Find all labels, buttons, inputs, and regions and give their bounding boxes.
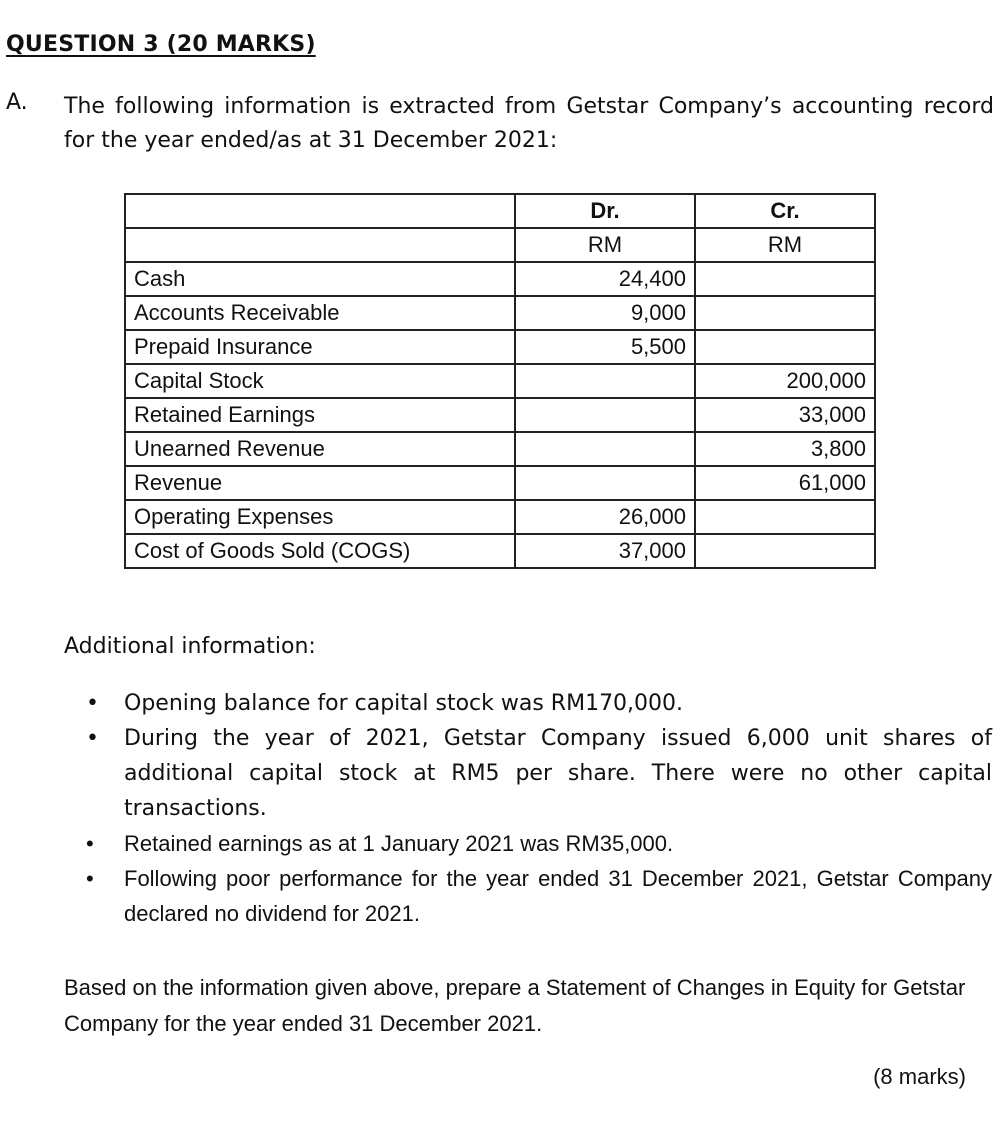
account-name: Prepaid Insurance [125,330,515,364]
bullet-icon: • [86,726,99,751]
table-row [125,466,875,500]
list-item [64,686,992,721]
account-name: Capital Stock [125,364,515,398]
intro-paragraph [64,90,994,158]
table-row [125,330,875,364]
instruction-text: Based on the information given above, prepare a Statement of Changes in Equity for Getstar Company for the year ended 31 December 2021. [64,975,966,1036]
bullet-icon: • [86,831,94,856]
intro-line-2: for the year ended/as at 31 December 2021: [64,128,558,153]
list-item [64,826,992,861]
debit-amount [515,364,695,398]
list-item-text: Retained earnings as at 1 January 2021 was RM35,000. [124,831,674,856]
credit-amount: 61,000 [695,466,875,500]
list-item [64,721,992,826]
account-name: Cash [125,262,515,296]
question-title: QUESTION 3 (20 MARKS) [6,32,316,57]
table-row [125,534,875,568]
debit-amount [515,398,695,432]
additional-info-list [64,686,992,931]
debit-amount [515,466,695,500]
debit-amount: 9,000 [515,296,695,330]
table-row [125,432,875,466]
bullet-icon: • [86,691,99,716]
list-item [64,861,992,931]
list-item-text: Opening balance for capital stock was RM170,000. [124,691,684,716]
debit-amount [515,432,695,466]
marks-label: (8 marks) [873,1064,966,1089]
unit-blank-cell [125,228,515,262]
list-item-text: Following poor performance for the year ended 31 December 2021, Getstar Company declared no dividend for 2021. [124,866,992,926]
credit-amount: 33,000 [695,398,875,432]
debit-amount: 24,400 [515,262,695,296]
table-row [125,500,875,534]
account-name: Revenue [125,466,515,500]
credit-amount [695,296,875,330]
table-row [125,398,875,432]
credit-amount [695,262,875,296]
header-blank-cell [125,194,515,228]
unit-cr: RM [695,228,875,262]
list-item-text: During the year of 2021, Getstar Company issued 6,000 unit shares of additional capital stock at RM5 per share. There were no other capital transactions. [124,726,992,821]
debit-amount: 5,500 [515,330,695,364]
table-unit-row [125,228,875,262]
unit-dr: RM [515,228,695,262]
debit-amount: 26,000 [515,500,695,534]
credit-amount: 200,000 [695,364,875,398]
account-name: Cost of Goods Sold (COGS) [125,534,515,568]
credit-amount [695,534,875,568]
account-name: Retained Earnings [125,398,515,432]
intro-line-1: The following information is extracted from Getstar Company’s accounting record [64,94,994,119]
trial-balance-table [124,193,876,569]
header-cr: Cr. [695,194,875,228]
account-name: Accounts Receivable [125,296,515,330]
credit-amount [695,500,875,534]
bullet-icon: • [86,866,94,891]
table-row [125,262,875,296]
table-header-row [125,194,875,228]
table-row [125,296,875,330]
credit-amount: 3,800 [695,432,875,466]
additional-info-heading: Additional information: [64,634,316,659]
account-name: Operating Expenses [125,500,515,534]
debit-amount: 37,000 [515,534,695,568]
table-row [125,364,875,398]
section-label: A. [6,90,28,115]
header-dr: Dr. [515,194,695,228]
account-name: Unearned Revenue [125,432,515,466]
credit-amount [695,330,875,364]
